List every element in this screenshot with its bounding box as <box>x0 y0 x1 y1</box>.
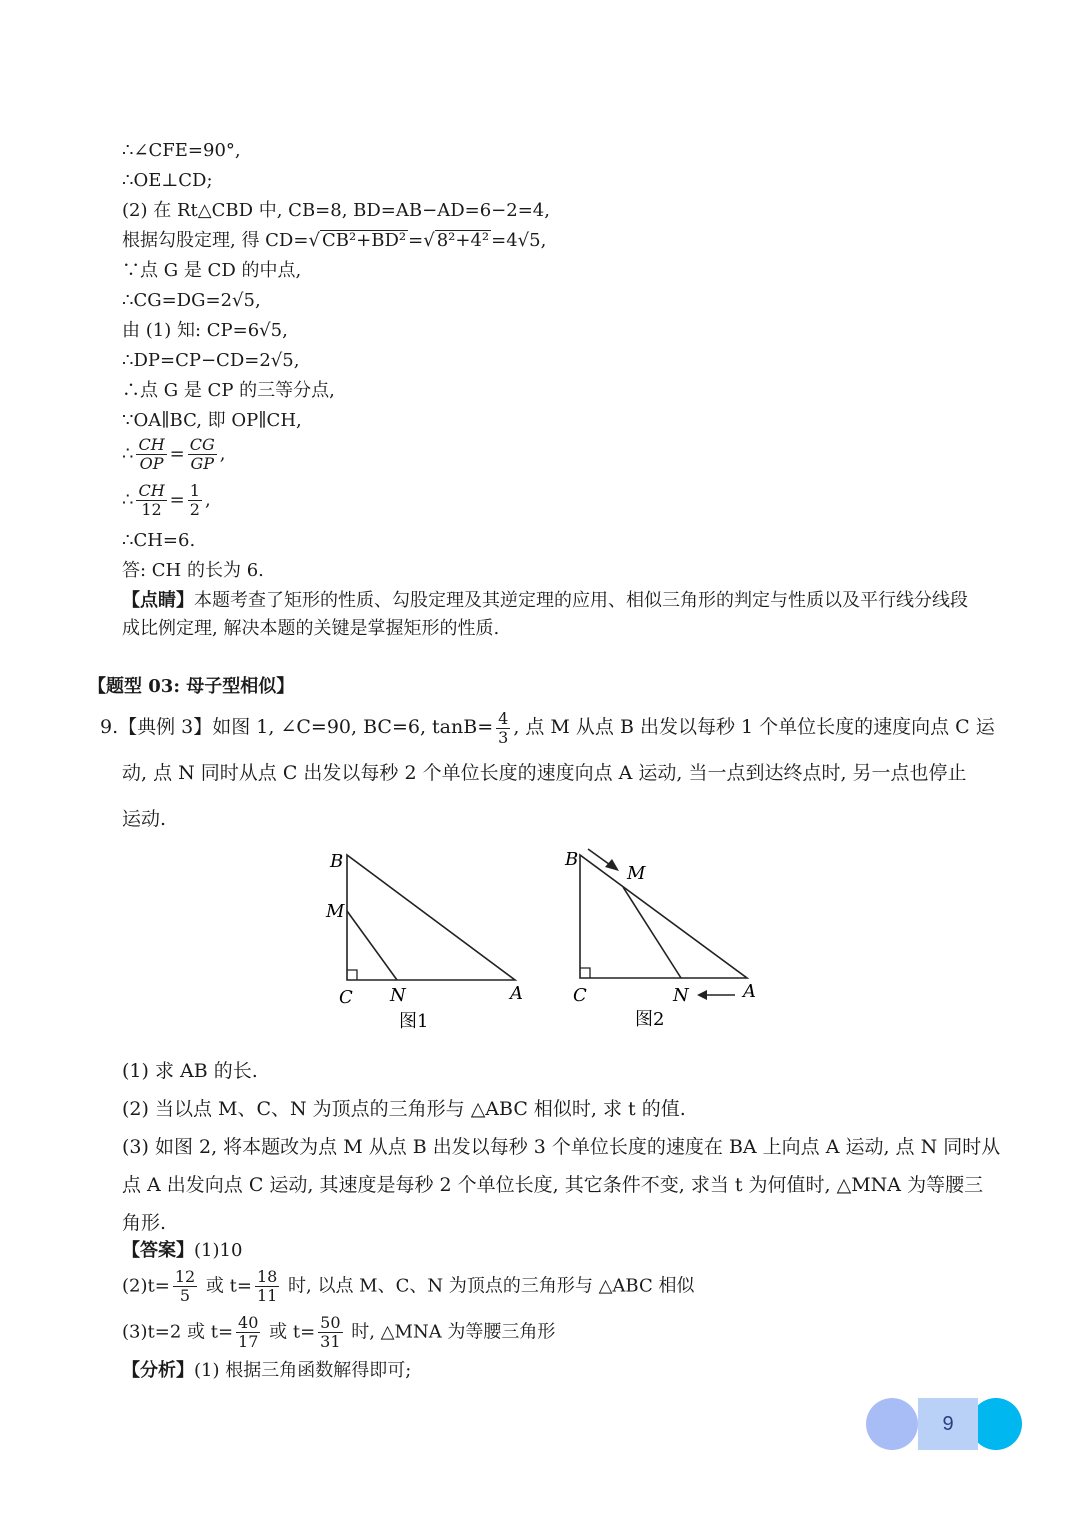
fraction <box>136 482 166 519</box>
text: 时, 以点 M、C、N 为顶点的三角形与 △ABC 相似 <box>282 1275 695 1297</box>
question-line: 动, 点 N 同时从点 C 出发以每秒 2 个单位长度的速度向点 A 运动, 当一点到达终点时, 另一点也停止 <box>122 762 967 784</box>
segment-mn <box>623 887 681 978</box>
radicand: 8²+4² <box>436 230 490 251</box>
solution-line: ∵OA∥BC, 即 OP∥CH, <box>122 410 302 431</box>
numerator: 1 <box>189 481 200 500</box>
sub-questions <box>122 1052 1002 1242</box>
section-heading: 【题型 03: 母子型相似】 <box>88 676 295 697</box>
numerator: 40 <box>238 1313 259 1332</box>
label-n: N <box>673 985 689 1006</box>
denominator: OP <box>139 454 164 473</box>
label-b: B <box>330 851 344 872</box>
arrow-head-icon <box>697 990 707 1000</box>
sub-question: (3) 如图 2, 将本题改为点 M 从点 B 出发以每秒 3 个单位长度的速度在 BA 上向点 A 运动, 点 N 同时从 <box>122 1136 1001 1158</box>
text: , 点 M 从点 B 出发以每秒 1 个单位长度的速度向点 C 运 <box>513 716 995 738</box>
sub-question: (1) 求 AB 的长. <box>122 1060 258 1082</box>
text: 根据勾股定理, 得 CD= <box>122 230 309 251</box>
text: (3)t=2 或 t= <box>122 1321 234 1343</box>
comment-text: 本题考查了矩形的性质、勾股定理及其逆定理的应用、相似三角形的判定与性质以及平行线分线段 <box>194 590 968 611</box>
fraction <box>255 1268 279 1305</box>
figure-caption: 图1 <box>399 1011 429 1032</box>
text: 或 t= <box>200 1275 252 1297</box>
question-line: 运动. <box>122 808 167 830</box>
analysis-text: (1) 根据三角函数解得即可; <box>194 1360 412 1381</box>
radical-sign: √ <box>423 230 435 251</box>
fraction <box>173 1268 197 1305</box>
sub-question: (2) 当以点 M、C、N 为顶点的三角形与 △ABC 相似时, 求 t 的值. <box>122 1098 686 1120</box>
denominator: 2 <box>189 500 200 519</box>
solution-line-ratio <box>122 482 211 519</box>
label-a: A <box>743 981 756 1002</box>
radicand: CB²+BD² <box>321 230 407 251</box>
label-m: M <box>627 863 646 884</box>
page-badge-left <box>866 1398 918 1450</box>
numerator: 12 <box>174 1267 196 1286</box>
solution-line: ∴OE⊥CD; <box>122 170 213 191</box>
numerator: CG <box>189 435 215 454</box>
answer-line <box>122 1238 242 1264</box>
fraction <box>318 1314 342 1351</box>
figure-1 <box>320 845 540 1035</box>
figure-2 <box>555 843 775 1033</box>
solution-line: ∴点 G 是 CP 的三等分点, <box>122 380 335 401</box>
comment-line <box>122 588 968 614</box>
sub-question: 点 A 出发向点 C 运动, 其速度是每秒 2 个单位长度, 其它条件不变, 求当 t 为何值时, △MNA 为等腰三 <box>122 1174 984 1196</box>
solution-line: ∵点 G 是 CD 的中点, <box>122 260 302 281</box>
text: = <box>408 230 424 251</box>
comment-line: 成比例定理, 解决本题的关键是掌握矩形的性质. <box>122 618 500 639</box>
numerator: CH <box>138 435 165 454</box>
label-a: A <box>510 983 523 1004</box>
fraction <box>136 436 166 473</box>
fraction <box>496 710 510 747</box>
analysis-tag: 【分析】 <box>122 1360 194 1381</box>
denominator: 11 <box>256 1286 278 1305</box>
solution-line: 由 (1) 知: CP=6√5, <box>122 320 288 341</box>
solution-line-ratio <box>122 436 226 473</box>
page-number: 9 <box>918 1398 978 1450</box>
numerator: 18 <box>256 1267 278 1286</box>
question-9 <box>100 704 1000 842</box>
radical-sign: √ <box>308 230 320 251</box>
solution-line-pythagoras <box>122 228 546 254</box>
denominator: 12 <box>141 500 162 519</box>
analysis-line <box>122 1358 411 1384</box>
label-c: C <box>573 985 587 1006</box>
fraction <box>188 482 202 519</box>
denominator: 3 <box>498 727 509 747</box>
text: ∴ <box>122 489 134 511</box>
solution-line: ∴∠CFE=90°, <box>122 140 241 161</box>
text: , <box>204 489 211 511</box>
sub-question: 角形. <box>122 1212 167 1234</box>
question-line <box>100 704 1000 750</box>
denominator: 31 <box>320 1332 341 1351</box>
fraction <box>188 436 217 473</box>
text: 9.【典例 3】如图 1, ∠C=90, BC=6, tanB= <box>100 716 494 738</box>
denominator: GP <box>190 454 215 473</box>
solution-line: ∴CG=DG=2√5, <box>122 290 261 311</box>
answer-line <box>122 1314 555 1351</box>
text: = <box>169 443 185 465</box>
fraction <box>236 1314 260 1351</box>
solution-line: ∴CH=6. <box>122 530 196 551</box>
label-b: B <box>565 849 579 870</box>
text: ∴ <box>122 443 134 465</box>
text: 或 t= <box>263 1321 316 1343</box>
text: (2)t= <box>122 1275 170 1297</box>
answer-line <box>122 1268 694 1305</box>
label-m: M <box>326 901 345 922</box>
triangle-abc <box>580 855 747 978</box>
arrow-head-icon <box>605 859 619 871</box>
right-angle-mark <box>580 968 590 978</box>
figure-caption: 图2 <box>635 1009 665 1030</box>
numerator: CH <box>138 481 165 500</box>
label-c: C <box>339 987 353 1008</box>
solution-line: ∴DP=CP−CD=2√5, <box>122 350 300 371</box>
denominator: 17 <box>238 1332 259 1351</box>
text: , <box>219 443 226 465</box>
answer-tag: 【答案】 <box>122 1240 194 1261</box>
solution-line: 答: CH 的长为 6. <box>122 560 264 581</box>
answer-text: (1)10 <box>194 1240 243 1261</box>
text: 时, △MNA 为等腰三角形 <box>345 1321 556 1343</box>
right-angle-mark <box>347 970 357 980</box>
solution-line: (2) 在 Rt△CBD 中, CB=8, BD=AB−AD=6−2=4, <box>122 200 550 221</box>
text: = <box>169 489 185 511</box>
denominator: 5 <box>179 1286 191 1305</box>
label-n: N <box>390 985 406 1006</box>
numerator: 4 <box>498 708 509 728</box>
triangle-abc <box>347 855 515 980</box>
numerator: 50 <box>320 1313 341 1332</box>
text: =4√5, <box>491 230 547 251</box>
comment-tag: 【点睛】 <box>122 590 194 611</box>
